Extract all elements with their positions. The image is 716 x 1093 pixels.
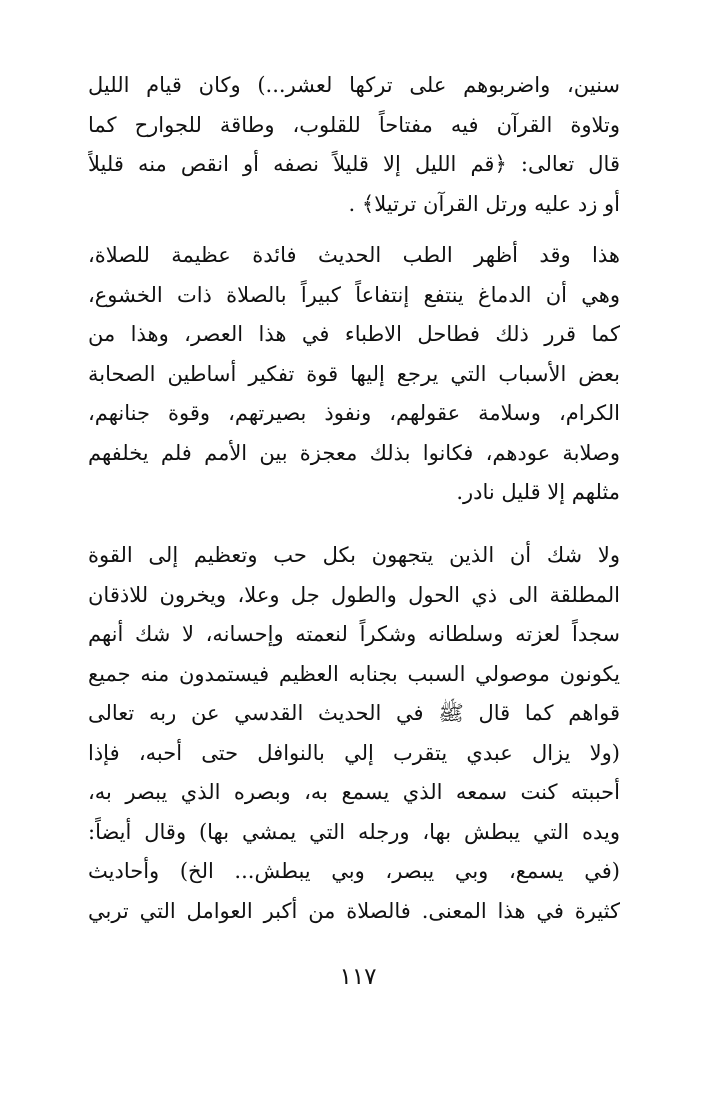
text-line: مثلهم إلا قليل نادر. [456,480,620,504]
text-line: كما قرر ذلك فطاحل الاطباء في هذا العصر، وهذا من [88,322,620,346]
paragraph-3 [88,536,620,931]
paragraph-1 [88,66,620,224]
text-line: وصلابة عودهم، فكانوا بذلك معجزة بين الأمم فلم يخلفهم [88,440,620,465]
text-line: (ولا يزال عبدي يتقرب إلي بالنوافل حتى أحبه، فإذا [88,740,620,765]
text-line: وتلاوة القرآن فيه مفتاحاً للقلوب، وطاقة للجوارح كما [88,112,620,137]
text-line: أو زد عليه ورتل القرآن ترتيلا﴾ . [348,191,620,216]
text-line: المطلقة الى ذي الحول والطول جل وعلا، ويخرون للاذقان [88,582,620,607]
text-line: أحببته كنت سمعه الذي يسمع به، وبصره الذي يبصر به، [88,780,620,804]
text-line: ولا شك أن الذين يتجهون بكل حب وتعظيم إلى القوة [88,543,620,567]
text-line: قال تعالى: ﴿قم الليل إلا قليلاً نصفه أو انقص منه قليلاً [88,152,620,176]
text-line: سجداً لعزته وسلطانه وشكراً لنعمته وإحسانه، لا شك أنهم [88,622,620,646]
text-line: الكرام، وسلامة عقولهم، ونفوذ بصيرتهم، وقوة جنانهم، [88,401,620,425]
page-number: ١١٧ [339,964,377,990]
text-line: بعض الأسباب التي يرجع إليها قوة تفكير أساطين الصحابة [88,361,620,386]
text-line: كثيرة في هذا المعنى. فالصلاة من أكبر العوامل التي تربي [88,898,620,923]
text-line: يكونون موصولي السبب بجنابه العظيم فيستمدون منه جميع [88,661,620,686]
text-line: ويده التي يبطش بها، ورجله التي يمشي بها) وقال أيضاً: [88,819,620,844]
text-line: قواهم كما قال ﷺ في الحديث القدسي عن ربه تعالى [88,701,620,725]
text-line: سنين، واضربوهم على تركها لعشر...) وكان قيام الليل [88,73,620,97]
text-line: هذا وقد أظهر الطب الحديث فائدة عظيمة للصلاة، [88,243,620,267]
text-line: وهي أن الدماغ ينتفع إنتفاعاً كبيراً بالصلاة ذات الخشوع، [88,282,620,307]
paragraph-2 [88,236,620,513]
text-line: (في يسمع، وبي يبصر، وبي يبطش... الخ) وأحاديث [88,859,620,883]
